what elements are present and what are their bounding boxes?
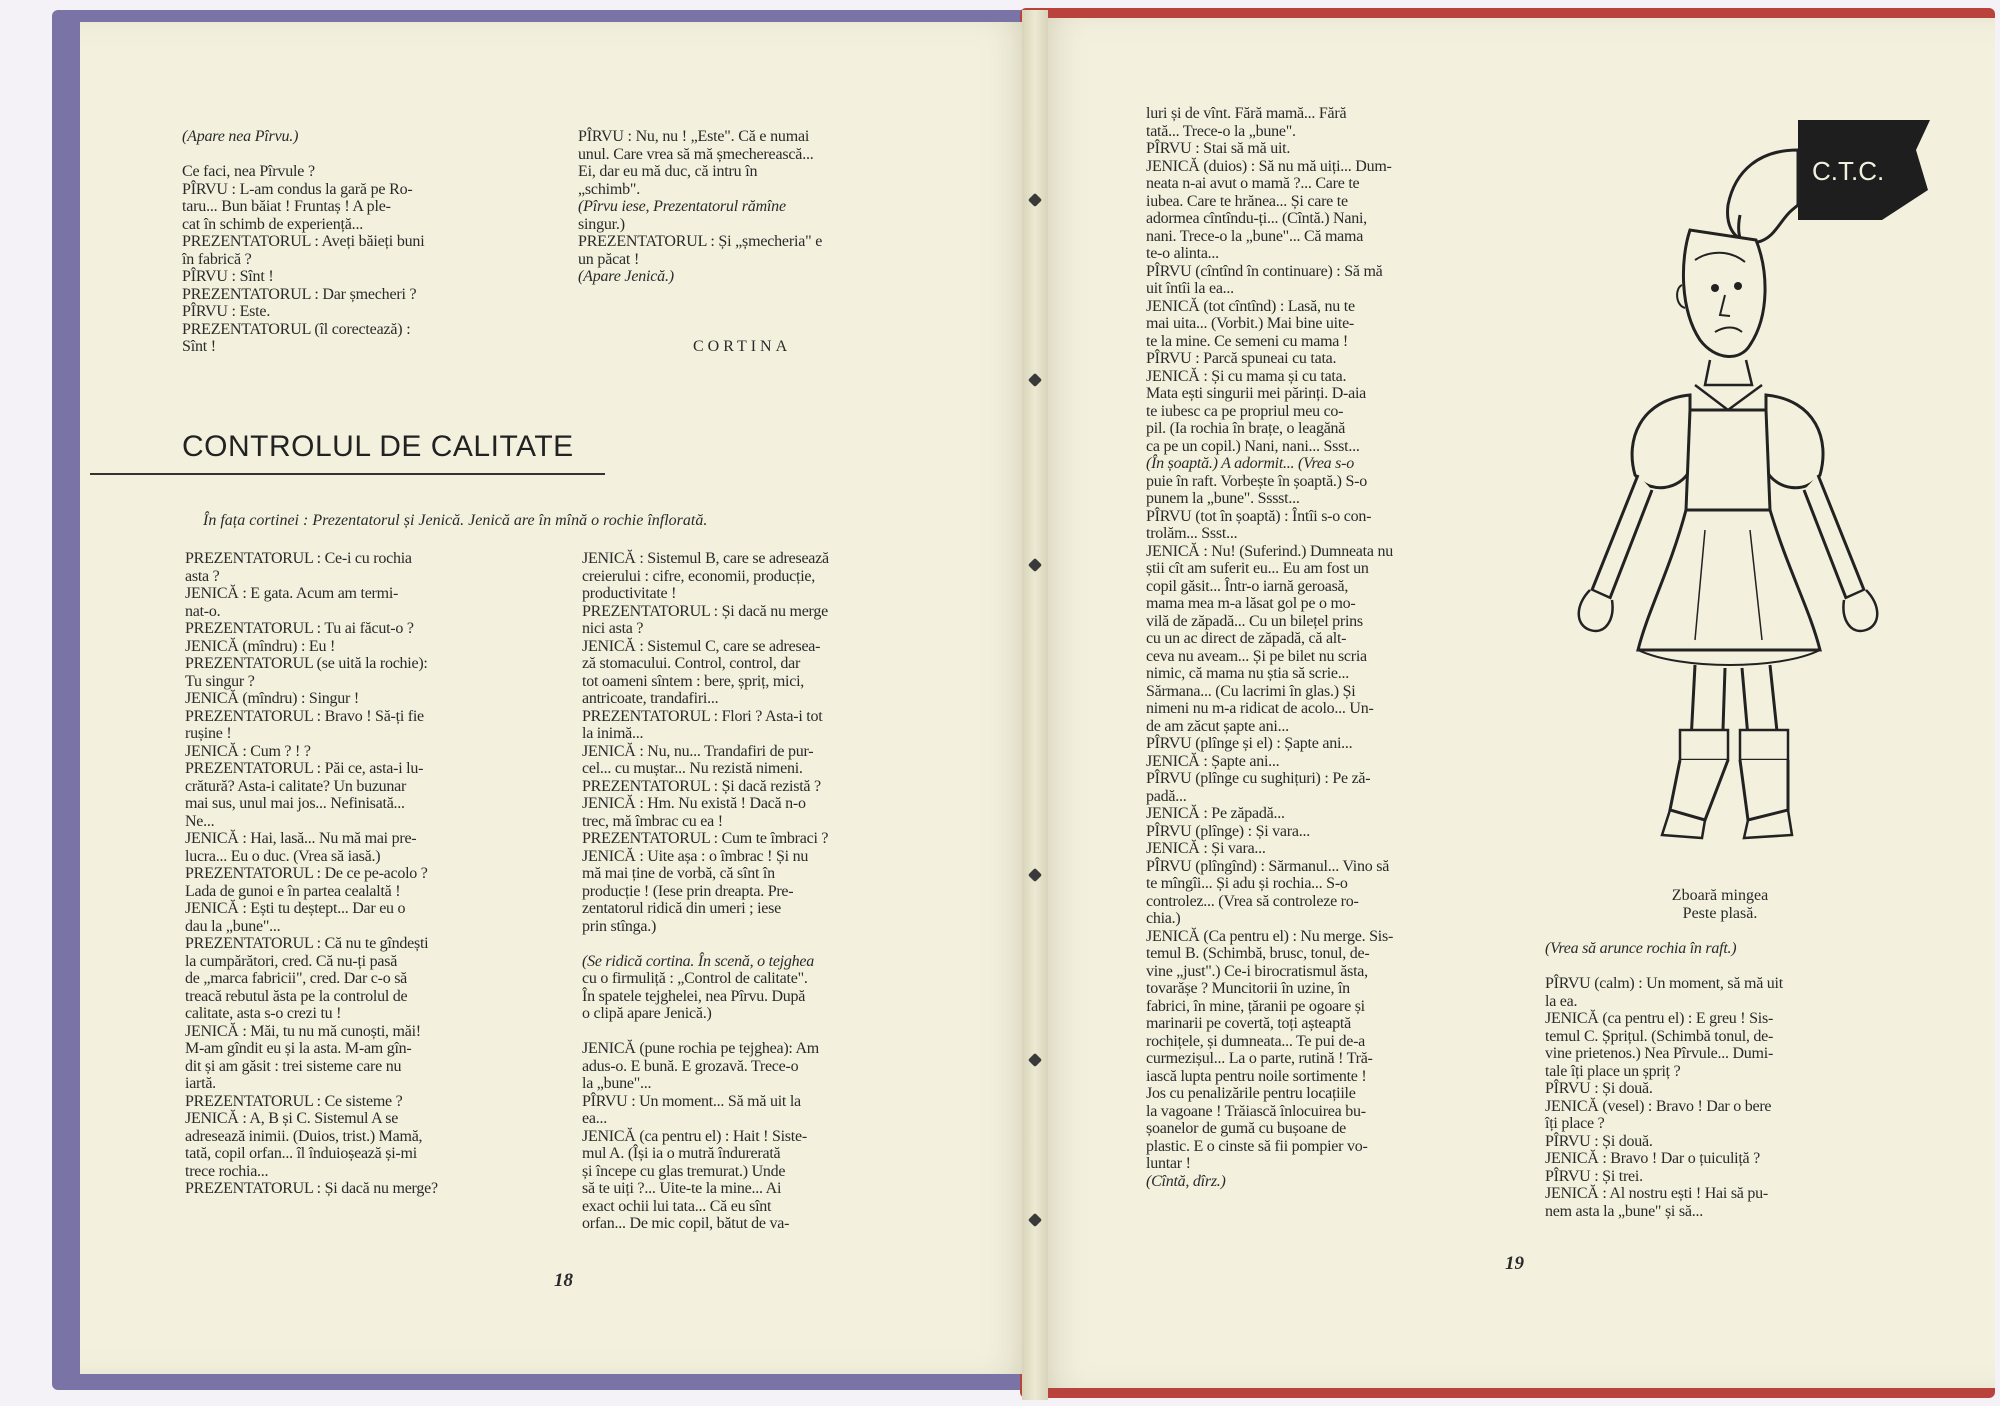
- text-line: PÎRVU : Este.: [182, 303, 271, 320]
- ctc-label: C.T.C.: [1812, 156, 1885, 186]
- text-line: te iubesc ca pe propriul meu co-: [1146, 402, 1344, 420]
- text-line: puie în raft. Vorbește în șoaptă.) S-o: [1146, 472, 1367, 490]
- text-line: JENICĂ : E gata. Acum am termi-: [185, 585, 399, 602]
- text-line: JENICĂ : Hai, lasă... Nu mă mai pre-: [185, 830, 417, 847]
- text-line: JENICĂ : A, B și C. Sistemul A se: [185, 1110, 399, 1127]
- text-line: curmezișul... La o parte, rutină ! Tră-: [1146, 1050, 1373, 1067]
- text-line: PREZENTATORUL : Dar șmecheri ?: [182, 285, 417, 303]
- text-line: la inimă...: [582, 725, 644, 742]
- text-line: plastic. E o cinste să fii pompier vo-: [1146, 1137, 1368, 1155]
- text-line: neata n-ai avut o mamă ?... Care te: [1146, 175, 1360, 192]
- section-title: CONTROLUL DE CALITATE: [182, 430, 574, 463]
- text-line: JENICĂ (Ca pentru el) : Nu merge. Sis-: [1146, 927, 1394, 945]
- text-line: JENICĂ : Măi, tu nu mă cunoști, măi!: [185, 1022, 421, 1040]
- text-line: nimic, că mama nu știa să scrie...: [1146, 665, 1349, 682]
- text-line: PÎRVU : Stai să mă uit.: [1146, 140, 1291, 157]
- text-line: îți place ?: [1545, 1115, 1605, 1132]
- text-line: PÎRVU : Și trei.: [1545, 1167, 1643, 1185]
- text-line: vilă de zăpadă... Cu un bilețel prins: [1146, 612, 1363, 630]
- text-line: iubea. Care te hrănea... Și care te: [1146, 192, 1348, 210]
- text-line: PREZENTATORUL : Și „șmecheria" e: [578, 233, 823, 250]
- text-line: PÎRVU (tot în șoaptă) : Întîi s-o con-: [1146, 507, 1372, 525]
- left-body-column-1: [185, 550, 540, 1198]
- text-line: orfan... De mic copil, bătut de va-: [582, 1215, 790, 1232]
- text-line: rochițele, și dumneata... Te pui de-a: [1146, 1032, 1366, 1050]
- text-line: de am zăcut șapte ani...: [1146, 717, 1289, 735]
- text-line: prin stînga.): [582, 917, 657, 935]
- text-line: nem asta la „bune" și să...: [1545, 1202, 1703, 1220]
- text-line: [582, 1023, 937, 1041]
- text-line: adresează inimii. (Duios, trist.) Mamă,: [185, 1127, 423, 1145]
- text-line: JENICĂ : Și vara...: [1146, 840, 1266, 857]
- stage-direction-heading: În fața cortinei : Prezentatorul și Jenică. Jenică are în mînă o rochie înflorată.: [203, 512, 708, 529]
- text-line: ceva nu aveam... Și pe bilet nu scria: [1146, 647, 1367, 665]
- text-line: treacă rebutul ăsta pe la controlul de: [185, 987, 408, 1005]
- text-line: PREZENTATORUL : Cum te îmbraci ?: [582, 830, 829, 847]
- text-line: M-am gîndit eu și la asta. M-am gîn-: [185, 1040, 412, 1057]
- text-line: În spatele tejghelei, nea Pîrvu. După: [582, 987, 806, 1005]
- text-line: Sărmana... (Cu lacrimi în glas.) Și: [1146, 682, 1356, 700]
- text-line: adormea cîntîndu-ți... (Cîntă.) Nani,: [1146, 210, 1367, 227]
- text-line: iască lupta pentru noile sortimente !: [1146, 1067, 1367, 1085]
- text-line: marinarii pe covertă, toți așteaptă: [1146, 1015, 1351, 1032]
- text-line: JENICĂ : Uite așa : o îmbrac ! Și nu: [582, 847, 809, 865]
- text-line: exact ochii lui tata... Că eu sînt: [582, 1197, 772, 1215]
- title-underline: [90, 473, 605, 475]
- text-line: nat-o.: [185, 602, 221, 620]
- text-line: Ce faci, nea Pîrvule ?: [182, 163, 315, 180]
- text-line: cu o firmuliță : „Control de calitate".: [582, 970, 808, 987]
- text-line: JENICĂ : Șapte ani...: [1146, 752, 1280, 770]
- text-line: JENICĂ : Și cu mama și cu tata.: [1146, 367, 1347, 385]
- text-line: JENICĂ (pune rochia pe tejghea): Am: [582, 1040, 819, 1057]
- text-line: PÎRVU (calm) : Un moment, să mă uit: [1545, 975, 1783, 992]
- text-line: PÎRVU : Parcă spuneai cu tata.: [1146, 350, 1337, 367]
- text-line: PÎRVU : Și două.: [1545, 1080, 1653, 1097]
- text-line: nani. Trece-o la „bune"... Că mama: [1146, 227, 1364, 245]
- text-line: cu un ac direct de zăpadă, că alt-: [1146, 630, 1347, 647]
- text-line: calitate, asta s-o crezi tu !: [185, 1005, 342, 1022]
- text-line: fabrici, în mine, țăranii pe ogoare și: [1146, 997, 1365, 1015]
- text-line: mă mai ține de vorbă, că sînt în: [582, 865, 775, 882]
- text-line: PREZENTATORUL : Păi ce, asta-i lu-: [185, 760, 424, 777]
- text-line: JENICĂ (ca pentru el) : Hait ! Siste-: [582, 1127, 807, 1145]
- text-line: Sînt !: [182, 338, 216, 355]
- text-line: tovarășe ? Muncitorii în uzine, în: [1146, 980, 1350, 997]
- text-line: (Cîntă, dîrz.): [1146, 1172, 1226, 1190]
- text-line: rușine !: [185, 725, 232, 742]
- text-line: mai uita... (Vorbit.) Mai bine uite-: [1146, 315, 1354, 332]
- text-line: creierului : cifre, economii, producție,: [582, 567, 816, 585]
- text-line: temul C. Șprițul. (Schimbă tonul, de-: [1545, 1027, 1774, 1045]
- text-line: Peste plasă.: [1682, 905, 1758, 922]
- text-line: tot oameni sîntem : bere, șpriț, mici,: [582, 672, 805, 690]
- text-line: JENICĂ : Nu, nu... Trandafiri de pur-: [582, 742, 814, 760]
- page-number-left: 18: [554, 1270, 573, 1291]
- text-line: PREZENTATORUL : Ce-i cu rochia: [185, 550, 412, 567]
- ctc-cartoon-illustration: [1530, 110, 1940, 850]
- text-line: ca pe un copil.) Nani, nani... Ssst...: [1146, 437, 1360, 455]
- text-line: Ei, dar eu mă duc, că intru în: [578, 163, 758, 180]
- illustration-caption: [1610, 887, 1830, 923]
- text-line: [582, 935, 937, 953]
- text-line: PREZENTATORUL : Flori ? Asta-i tot: [582, 707, 823, 725]
- text-line: JENICĂ : Cum ? ! ?: [185, 742, 311, 760]
- text-line: Zboară mingea: [1671, 887, 1769, 904]
- text-line: padă...: [1146, 787, 1187, 805]
- text-line: unul. Care vrea să mă șmecherească...: [578, 145, 814, 163]
- text-line: (Vrea să arunce rochia în raft.): [1545, 940, 1737, 957]
- text-line: PÎRVU : Și două.: [1545, 1132, 1653, 1150]
- text-line: [1545, 958, 1890, 976]
- text-line: JENICĂ : Pe zăpadă...: [1146, 805, 1285, 822]
- text-line: vine „just".) Ce-i birocratismul ăsta,: [1146, 962, 1368, 980]
- text-line: PREZENTATORUL : Aveți băieți buni: [182, 233, 425, 250]
- text-line: vine prietenos.) Nea Pîrvule... Dumi-: [1545, 1045, 1774, 1062]
- text-line: tată... Trece-o la „bune".: [1146, 122, 1296, 140]
- text-line: zentatorul ridică din umeri ; iese: [582, 900, 781, 917]
- text-line: luri și de vînt. Fără mamă... Fără: [1146, 105, 1347, 122]
- text-line: ea...: [582, 1110, 607, 1127]
- text-line: controlez... (Vrea să controleze ro-: [1146, 892, 1359, 910]
- text-line: mai sus, unul mai jos... Nefinisată...: [185, 795, 405, 812]
- text-line: producție ! (Iese prin dreapta. Pre-: [582, 882, 794, 900]
- text-line: mul A. (Își ia o mutră îndurerată: [582, 1145, 781, 1162]
- text-line: JENICĂ (ca pentru el) : E greu ! Sis-: [1545, 1010, 1774, 1027]
- text-line: la „bune"...: [582, 1075, 652, 1092]
- text-line: PÎRVU : Un moment... Să mă uit la: [582, 1092, 801, 1110]
- text-line: taru... Bun băiat ! Fruntaș ! A ple-: [182, 198, 391, 215]
- text-line: Mata ești singurii mei părinți. D-aia: [1146, 385, 1367, 402]
- text-line: tată, copil orfan... îl înduioșează și-mi: [185, 1145, 417, 1162]
- text-line: nici asta ?: [582, 620, 644, 637]
- text-line: PÎRVU (plîngînd) : Sărmanul... Vino să: [1146, 857, 1390, 875]
- text-line: Tu singur ?: [185, 672, 255, 690]
- text-line: dau la „bune"...: [185, 917, 281, 935]
- text-line: „schimb".: [578, 180, 641, 198]
- page-number-right: 19: [1505, 1253, 1524, 1274]
- text-line: iartă.: [185, 1075, 216, 1092]
- text-line: antricoate, trandafiri...: [582, 690, 719, 707]
- text-line: Ne...: [185, 812, 215, 830]
- text-line: cel... cu muștar... Nu rezistă nimeni.: [582, 760, 803, 777]
- text-line: PÎRVU : L-am condus la gară pe Ro-: [182, 180, 413, 198]
- text-line: singur.): [578, 215, 625, 233]
- text-line: (Apare Jenică.): [578, 268, 674, 285]
- text-line: adus-o. E bună. E grozavă. Trece-o: [582, 1057, 799, 1075]
- text-line: JENICĂ : Ești tu deștept... Dar eu o: [185, 900, 406, 917]
- text-line: și începe cu glas tremurat.) Unde: [582, 1162, 786, 1180]
- text-line: PREZENTATORUL (se uită la rochie):: [185, 655, 428, 672]
- text-line: temul B. (Schimbă, brusc, tonul, de-: [1146, 945, 1370, 962]
- text-line: (Se ridică cortina. În scenă, o tejghea: [582, 952, 814, 970]
- text-line: la ea.: [1545, 992, 1578, 1010]
- text-line: JENICĂ : Sistemul B, care se adresează: [582, 550, 829, 567]
- text-line: o clipă apare Jenică.): [582, 1005, 712, 1022]
- text-line: PREZENTATORUL : Tu ai făcut-o ?: [185, 620, 414, 637]
- text-line: JENICĂ (mîndru) : Eu !: [185, 637, 336, 655]
- text-line: PREZENTATORUL : Și dacă rezistă ?: [582, 777, 821, 795]
- text-line: (În șoaptă.) A adormit... (Vrea s-o: [1146, 455, 1354, 472]
- text-line: un păcat !: [578, 250, 640, 268]
- text-line: PREZENTATORUL : Că nu te gîndești: [185, 935, 429, 952]
- text-line: JENICĂ : Al nostru ești ! Hai să pu-: [1545, 1185, 1768, 1202]
- text-line: să te uiți ?... Uite-te la mine... Ai: [582, 1180, 782, 1197]
- text-line: PREZENTATORUL : Ce sisteme ?: [185, 1092, 403, 1110]
- text-line: JENICĂ (duios) : Să nu mă uiți... Dum-: [1146, 157, 1392, 175]
- text-line: PÎRVU (plînge cu sughițuri) : Pe ză-: [1146, 770, 1371, 787]
- left-body-column-2: [582, 550, 937, 1233]
- text-line: chia.): [1146, 910, 1181, 927]
- text-line: trece rochia...: [185, 1162, 269, 1180]
- text-line: PÎRVU (cîntînd în continuare) : Să mă: [1146, 262, 1383, 280]
- left-top-column-2: [578, 128, 938, 286]
- text-line: PREZENTATORUL : Și dacă nu merge?: [185, 1180, 438, 1197]
- text-line: PREZENTATORUL : De ce pe-acolo ?: [185, 865, 428, 882]
- text-line: JENICĂ (mîndru) : Singur !: [185, 690, 359, 707]
- text-line: JENICĂ : Nu! (Suferind.) Dumneata nu: [1146, 542, 1393, 560]
- text-line: JENICĂ : Bravo ! Dar o țuiculiță ?: [1545, 1150, 1760, 1167]
- text-line: trolăm... Ssst...: [1146, 525, 1238, 542]
- text-line: Lada de gunoi e în partea cealaltă !: [185, 882, 401, 900]
- cortina-label: CORTINA: [693, 338, 792, 355]
- text-line: JENICĂ : Sistemul C, care se adresea-: [582, 637, 821, 655]
- text-line: în fabrică ?: [182, 250, 252, 268]
- text-line: asta ?: [185, 567, 220, 585]
- text-line: (Pîrvu iese, Prezentatorul rămîne: [578, 198, 786, 215]
- text-line: dit și am găsit : trei sisteme care nu: [185, 1057, 402, 1075]
- text-line: trec, mă îmbrac cu ea !: [582, 812, 723, 830]
- text-line: te mîngîi... Și adu și rochia... S-o: [1146, 875, 1348, 892]
- text-line: PREZENTATORUL : Bravo ! Să-ți fie: [185, 707, 424, 725]
- text-line: de „marca fabricii", cred. Dar c-o să: [185, 970, 408, 987]
- text-line: productivitate !: [582, 585, 677, 602]
- right-column-1: [1146, 105, 1491, 1190]
- text-line: PREZENTATORUL (îl corectează) :: [182, 320, 411, 338]
- text-line: șoanelor de gumă cu bușoane de: [1146, 1120, 1346, 1137]
- text-line: JENICĂ (vesel) : Bravo ! Dar o bere: [1545, 1097, 1772, 1115]
- text-line: nimeni nu m-a ridicat de acolo... Un-: [1146, 700, 1374, 717]
- text-line: te la mine. Ce semeni cu mama !: [1146, 332, 1348, 350]
- text-line: știi cît am suferit eu... Eu am fost un: [1146, 560, 1369, 577]
- text-line: uit întîi la ea...: [1146, 280, 1234, 297]
- text-line: Jos cu penalizările pentru locațiile: [1146, 1085, 1356, 1102]
- text-line: te-o alinta...: [1146, 245, 1219, 262]
- text-line: PÎRVU : Sînt !: [182, 268, 274, 285]
- text-line: pil. (Ia rochia în brațe, o leagănă: [1146, 420, 1346, 437]
- text-line: crătură? Asta-i calitate? Un buzunar: [185, 777, 407, 795]
- text-line: JENICĂ : Hm. Nu există ! Dacă n-o: [582, 795, 806, 812]
- text-line: mama mea m-a lăsat gol pe o mo-: [1146, 595, 1356, 612]
- text-line: PÎRVU (plînge și el) : Șapte ani...: [1146, 735, 1353, 752]
- text-line: la cumpărători, cred. Că nu-ți pasă: [185, 952, 398, 970]
- text-line: PÎRVU : Nu, nu ! „Este". Că e numai: [578, 128, 810, 145]
- text-line: luntar !: [1146, 1155, 1191, 1172]
- text-line: cat în schimb de experiență...: [182, 215, 364, 233]
- text-line: punem la „bune". Sssst...: [1146, 490, 1300, 507]
- text-line: ză stomacului. Control, control, dar: [582, 655, 801, 672]
- book-gutter: [1022, 10, 1048, 1400]
- text-line: [182, 146, 542, 164]
- text-line: tale îți place un șpriț ?: [1545, 1062, 1681, 1080]
- text-line: PREZENTATORUL : Și dacă nu merge: [582, 602, 828, 620]
- left-top-column-1: [182, 128, 542, 356]
- text-line: PÎRVU (plînge) : Și vara...: [1146, 822, 1310, 840]
- text-line: la vagoane ! Trăiască înlocuirea bu-: [1146, 1102, 1366, 1120]
- text-line: lucra... Eu o duc. (Vrea să iasă.): [185, 847, 381, 865]
- text-line: copil găsit... Într-o iarnă geroasă,: [1146, 577, 1349, 595]
- text-line: JENICĂ (tot cîntînd) : Lasă, nu te: [1146, 297, 1355, 315]
- text-line: (Apare nea Pîrvu.): [182, 128, 299, 145]
- right-column-2: [1545, 940, 1890, 1220]
